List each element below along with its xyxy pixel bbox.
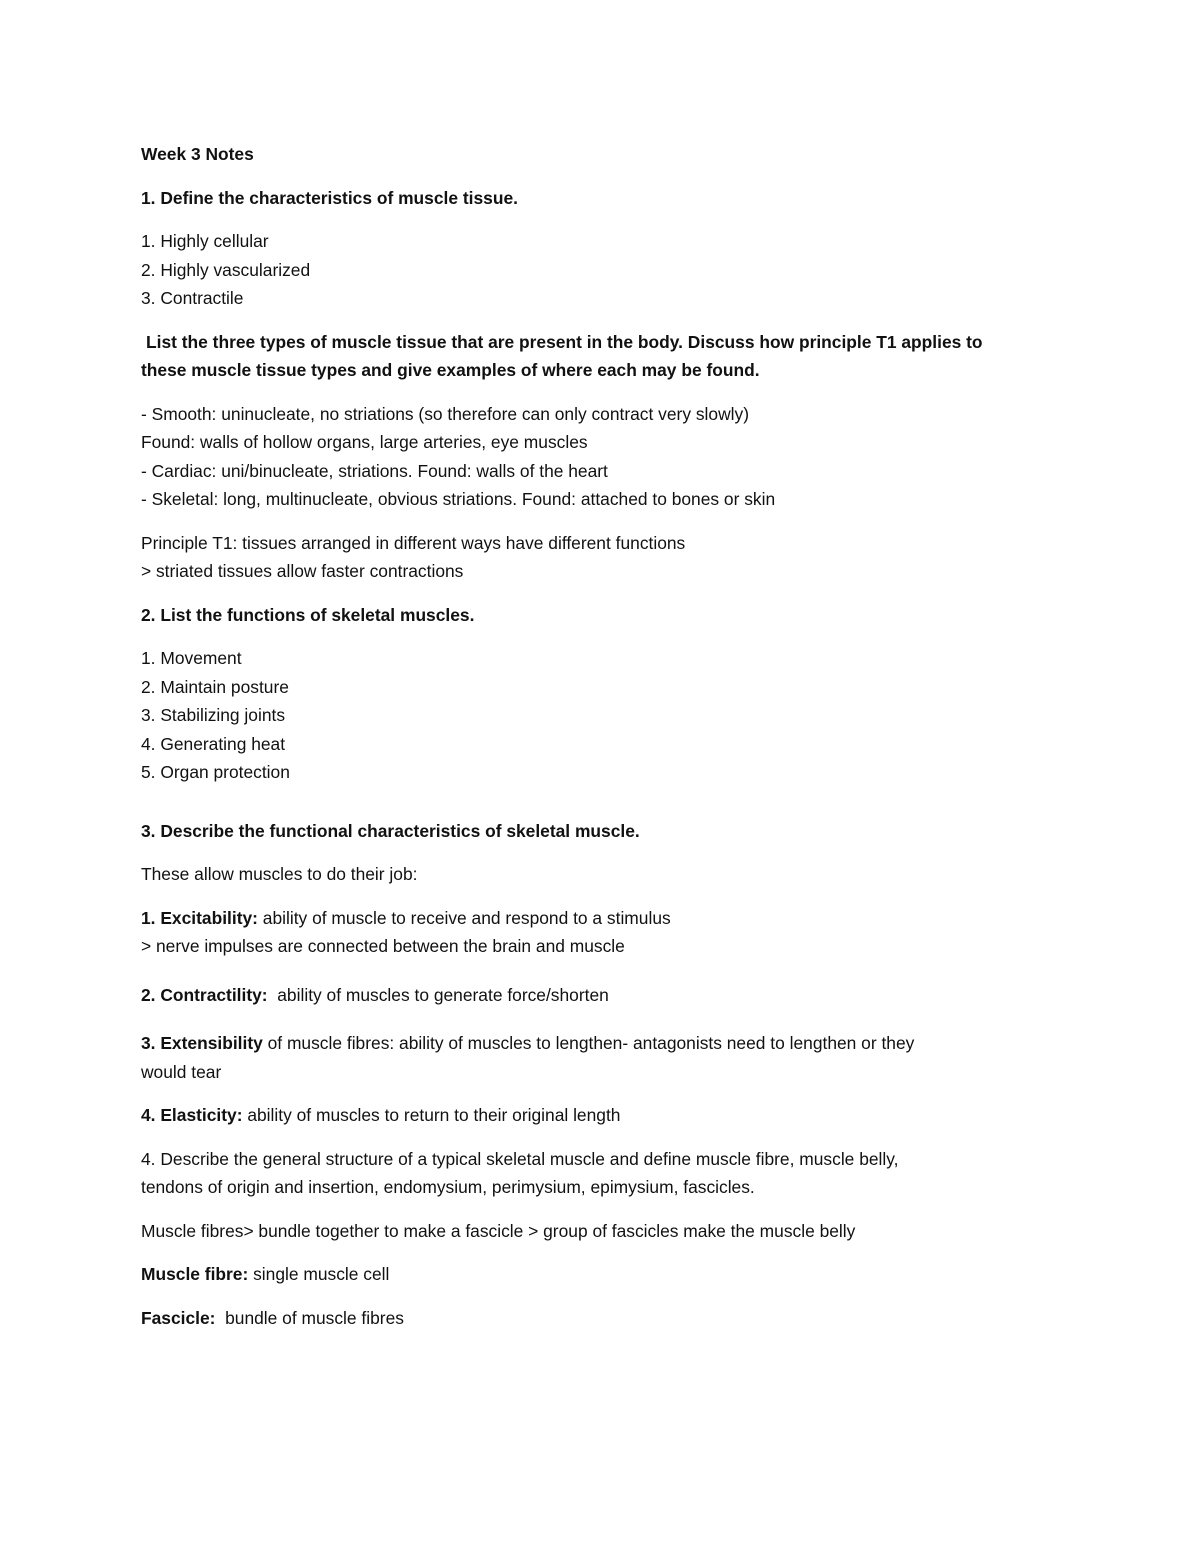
functions-list — [141, 644, 1050, 787]
heading-line: List the three types of muscle tissue that are present in the body. Discuss how principle T1 applies to — [146, 331, 983, 352]
fascicle-line — [141, 1304, 1050, 1333]
fascicle-definition: bundle of muscle fibres — [215, 1307, 404, 1328]
list-item: - Skeletal: long, multinucleate, obvious striations. Found: attached to bones or skin — [141, 489, 776, 509]
list-item: 3. Contractile — [141, 288, 244, 308]
question-2-heading: 2. List the functions of skeletal muscles. — [141, 604, 475, 625]
muscle-types-heading — [141, 328, 1050, 385]
characteristics-list — [141, 227, 1050, 313]
muscle-fibre-term: Muscle fibre: — [141, 1264, 249, 1284]
muscle-fibre-definition: single muscle cell — [248, 1264, 390, 1284]
contractility-entry — [141, 981, 1050, 1010]
structure-summary: Muscle fibres> bundle together to make a fascicle > group of fascicles make the muscle belly — [141, 1220, 856, 1241]
muscle-fibre-line — [141, 1260, 1050, 1289]
excitability-entry — [141, 904, 1050, 961]
excitability-definition: ability of muscle to receive and respond to a stimulus — [257, 907, 671, 928]
elasticity-definition: ability of muscles to return to their original length — [242, 1105, 621, 1125]
list-item: 1. Movement — [141, 648, 242, 668]
list-item: Found: walls of hollow organs, large arteries, eye muscles — [141, 432, 588, 452]
list-item: 4. Generating heat — [141, 733, 286, 754]
elasticity-line — [141, 1101, 1050, 1130]
muscle-fibre-entry — [141, 1260, 1050, 1289]
contractility-line — [141, 981, 1050, 1010]
heading-line: 4. Describe the general structure of a typical skeletal muscle and define muscle fibre, muscle belly, — [141, 1148, 899, 1169]
contractility-definition: ability of muscles to generate force/shorten — [267, 984, 609, 1005]
excitability-term: 1. Excitability: — [141, 907, 258, 928]
principle-line: Principle T1: tissues arranged in different ways have different functions — [141, 532, 686, 553]
list-item: 2. Maintain posture — [141, 676, 289, 697]
heading-line: these muscle tissue types and give examples of where each may be found. — [141, 360, 760, 380]
list-item: - Smooth: uninucleate, no striations (so therefore can only contract very slowly) — [141, 403, 749, 424]
muscle-types-list — [141, 400, 1050, 514]
principle-note: > striated tissues allow faster contractions — [141, 561, 464, 581]
elasticity-term: 4. Elasticity: — [141, 1105, 243, 1125]
extensibility-term: 3. Extensibility — [141, 1033, 263, 1053]
question-3-heading: 3. Describe the functional characteristics of skeletal muscle. — [141, 820, 640, 841]
extensibility-entry — [141, 1029, 1050, 1086]
heading-line: tendons of origin and insertion, endomysium, perimysium, epimysium, fascicles. — [141, 1177, 755, 1197]
fascicle-entry — [141, 1304, 1050, 1333]
elasticity-entry — [141, 1101, 1050, 1130]
fascicle-term: Fascicle: — [141, 1307, 216, 1328]
excitability-line — [141, 904, 1050, 933]
contractility-term: 2. Contractility: — [141, 984, 268, 1005]
extensibility-definition-cont: would tear — [141, 1061, 222, 1082]
document-title: Week 3 Notes — [141, 144, 254, 164]
extensibility-line — [141, 1029, 1050, 1058]
question-3-intro: These allow muscles to do their job: — [141, 864, 418, 884]
principle-t1 — [141, 529, 1050, 586]
question-4-heading — [141, 1145, 1050, 1202]
list-item: 2. Highly vascularized — [141, 259, 311, 280]
list-item: 3. Stabilizing joints — [141, 705, 286, 725]
list-item: - Cardiac: uni/binucleate, striations. Found: walls of the heart — [141, 460, 608, 481]
list-item: 5. Organ protection — [141, 762, 290, 782]
extensibility-definition: of muscle fibres: ability of muscles to lengthen- antagonists need to lengthen or they — [262, 1033, 915, 1053]
excitability-note: > nerve impulses are connected between the brain and muscle — [141, 936, 625, 956]
question-1-heading: 1. Define the characteristics of muscle tissue. — [141, 187, 518, 208]
list-item: 1. Highly cellular — [141, 231, 269, 251]
